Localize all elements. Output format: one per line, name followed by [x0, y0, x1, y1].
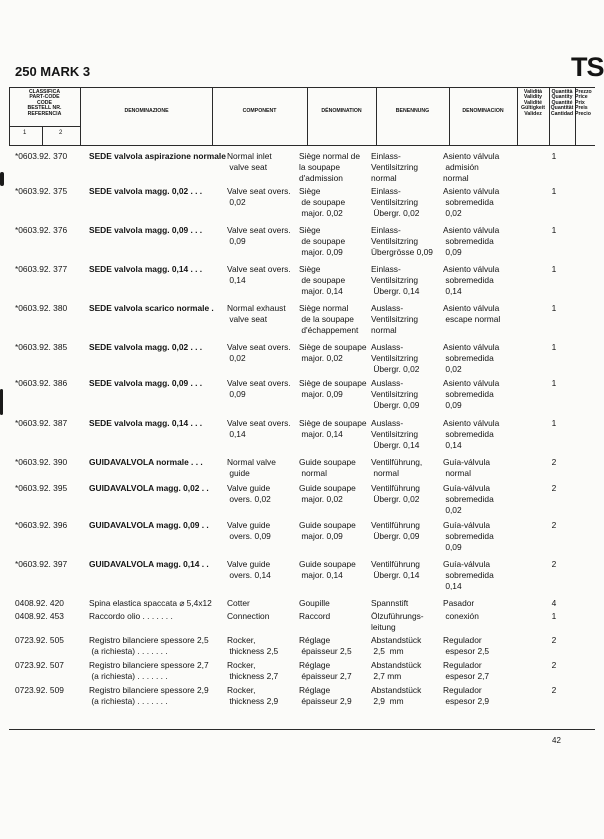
part-code: 0723.92. 507	[15, 660, 64, 670]
english-description: Normal exhaust valve seat	[227, 303, 286, 324]
spanish-description: conexión	[443, 611, 479, 621]
english-description: Valve seat overs. 0,02	[227, 342, 291, 363]
italian-description: GUIDAVALVOLA magg. 0,14 . .	[89, 559, 209, 569]
column-number-2: 2	[59, 130, 63, 136]
italian-description: SEDE valvola scarico normale .	[89, 303, 214, 313]
part-code: *0603.92. 380	[15, 303, 68, 313]
classification-line: CODE	[37, 99, 52, 106]
spanish-description: Guía-válvula sobremedida 0,02	[443, 483, 494, 515]
part-code: *0603.92. 390	[15, 457, 68, 467]
quantity: 1	[551, 303, 557, 313]
corner-section-mark: TS	[571, 52, 604, 82]
quantity: 1	[551, 342, 557, 352]
french-description: Raccord	[299, 611, 331, 621]
italian-description: Registro bilanciere spessore 2,7 (a richiesta) . . . . . . .	[89, 660, 209, 681]
quantity: 2	[551, 635, 557, 645]
english-description: Connection	[227, 611, 270, 621]
german-description: Ventilführung, normal	[371, 457, 423, 478]
part-code: 0408.92. 453	[15, 611, 64, 621]
spanish-description: Asiento válvula sobremedida 0,14	[443, 418, 500, 450]
german-description: Auslass- Ventilsitzring Übergr. 0,09	[371, 378, 420, 410]
part-code: *0603.92. 395	[15, 483, 68, 493]
quantity: 2	[551, 685, 557, 695]
table-bottom-rule	[9, 729, 595, 730]
spanish-description: Guía-válvula normal	[443, 457, 491, 478]
french-description: Siège de soupape major. 0,09	[299, 378, 367, 399]
header-component: COMPONENT	[242, 108, 277, 114]
english-description: Cotter	[227, 598, 250, 608]
price-line: Precio	[575, 110, 591, 117]
french-description: Réglage épaisseur 2,7	[299, 660, 352, 681]
german-description: Auslass- Ventilsitzring Übergr. 0,14	[371, 418, 420, 450]
spanish-description: Asiento válvula sobremedida 0,09	[443, 225, 500, 257]
german-description: Ventilführung Übergr. 0,09	[371, 520, 420, 541]
english-description: Normal inlet valve seat	[227, 151, 272, 172]
italian-description: Spina elastica spaccata ⌀ 5,4x12	[89, 598, 212, 608]
spanish-description: Asiento válvula sobremedida 0,14	[443, 264, 500, 296]
part-code: 0723.92. 509	[15, 685, 64, 695]
validity-line: Gültigkeit	[521, 105, 545, 112]
spanish-description: Asiento válvula admisión normal	[443, 151, 500, 183]
german-description: Abstandstück 2,5 mm	[371, 635, 422, 656]
german-description: Auslass- Ventilsitzring Übergr. 0,02	[371, 342, 420, 374]
header-denomination: DÉNOMINATION	[321, 108, 362, 114]
german-description: Ölzuführungs- leitung	[371, 611, 424, 632]
quantity: 1	[551, 264, 557, 274]
classification-line: PART-CODE	[29, 94, 60, 101]
french-description: Guide soupape major. 0,09	[299, 520, 356, 541]
quantity-line: Quantity	[551, 94, 573, 101]
italian-description: SEDE valvola magg. 0,09 . . .	[89, 225, 203, 235]
quantity: 2	[551, 520, 557, 530]
german-description: Ventilführung Übergr. 0,02	[371, 483, 420, 504]
spanish-description: Asiento válvula sobremedida 0,09	[443, 378, 500, 410]
quantity-line: Quantität	[550, 105, 574, 112]
german-description: Spannstift	[371, 598, 409, 608]
binding-mark	[0, 389, 3, 415]
french-description: Siège de soupape major. 0,09	[299, 225, 346, 257]
quantity: 1	[551, 611, 557, 621]
quantity: 4	[551, 598, 557, 608]
validity-line: Validez	[524, 110, 542, 117]
page-title: 250 MARK 3	[15, 64, 91, 79]
english-description: Valve guide overs. 0,14	[227, 559, 271, 580]
french-description: Siège normal de la soupape d'échappement	[299, 303, 359, 335]
quantity: 1	[551, 225, 557, 235]
price-line: Prix	[575, 99, 585, 106]
quantity-line: Quantità	[551, 89, 573, 95]
french-description: Guide soupape normal	[299, 457, 356, 478]
page-number: 42	[552, 736, 561, 745]
price-line: Preis	[575, 105, 588, 112]
english-description: Rocker, thickness 2,5	[227, 635, 279, 656]
part-code: 0723.92. 505	[15, 635, 64, 645]
french-description: Siège de soupape major. 0,02	[299, 186, 346, 218]
italian-description: Registro bilanciere spessore 2,5 (a richiesta) . . . . . . .	[89, 635, 209, 656]
part-code: 0408.92. 420	[15, 598, 64, 608]
classification-line: BESTELL NR.	[27, 105, 62, 112]
german-description: Einlass- Ventilsitzring normal	[371, 151, 419, 183]
english-description: Valve seat overs. 0,14	[227, 264, 291, 285]
quantity: 1	[551, 378, 557, 388]
part-code: *0603.92. 377	[15, 264, 68, 274]
header-quantity	[549, 90, 575, 117]
part-code: *0603.92. 386	[15, 378, 68, 388]
header-validity	[517, 90, 549, 117]
english-description: Valve seat overs. 0,02	[227, 186, 291, 207]
english-description: Valve seat overs. 0,14	[227, 418, 291, 439]
german-description: Auslass- Ventilsitzring normal	[371, 303, 419, 335]
classification-header	[9, 90, 80, 117]
classification-line: CLASSIFICA	[28, 89, 61, 95]
header-price	[575, 90, 604, 117]
header-denominacion: DENOMINACION	[462, 108, 504, 114]
italian-description: SEDE valvola aspirazione normale	[89, 151, 226, 161]
binding-mark	[0, 172, 4, 186]
part-code: *0603.92. 397	[15, 559, 68, 569]
part-code: *0603.92. 396	[15, 520, 68, 530]
italian-description: SEDE valvola magg. 0,02 . . .	[89, 186, 203, 196]
price-line: Prezzo	[575, 89, 592, 95]
spanish-description: Regulador espesor 2,9	[443, 685, 490, 706]
italian-description: Raccordo olio . . . . . . .	[89, 611, 173, 621]
quantity-line: Cantidad	[550, 110, 574, 117]
french-description: Siège de soupape major. 0,02	[299, 342, 367, 363]
french-description: Guide soupape major. 0,02	[299, 483, 356, 504]
italian-description: SEDE valvola magg. 0,14 . . .	[89, 264, 203, 274]
english-description: Valve guide overs. 0,02	[227, 483, 271, 504]
part-code: *0603.92. 375	[15, 186, 68, 196]
french-description: Guide soupape major. 0,14	[299, 559, 356, 580]
italian-description: SEDE valvola magg. 0,09 . . .	[89, 378, 203, 388]
english-description: Valve seat overs. 0,09	[227, 225, 291, 246]
english-description: Valve seat overs. 0,09	[227, 378, 291, 399]
italian-description: GUIDAVALVOLA magg. 0,02 . .	[89, 483, 209, 493]
part-code: *0603.92. 376	[15, 225, 68, 235]
italian-description: SEDE valvola magg. 0,14 . . .	[89, 418, 203, 428]
quantity: 1	[551, 151, 557, 161]
header-denominazione: DENOMINAZIONE	[124, 108, 169, 114]
french-description: Siège normal de la soupape d'admission	[299, 151, 360, 183]
spanish-description: Regulador espesor 2,5	[443, 635, 490, 656]
german-description: Einlass- Ventilsitzring Übergrösse 0,09	[371, 225, 433, 257]
spanish-description: Guía-válvula sobremedida 0,09	[443, 520, 494, 552]
quantity-line: Quantité	[551, 99, 573, 106]
english-description: Normal valve guide	[227, 457, 276, 478]
spanish-description: Regulador espesor 2,7	[443, 660, 490, 681]
spanish-description: Asiento válvula escape normal	[443, 303, 501, 324]
part-code: *0603.92. 370	[15, 151, 68, 161]
column-number-1: 1	[23, 130, 27, 136]
german-description: Abstandstück 2,7 mm	[371, 660, 422, 681]
french-description: Goupille	[299, 598, 330, 608]
spanish-description: Pasador	[443, 598, 475, 608]
french-description: Siège de soupape major. 0,14	[299, 418, 367, 439]
italian-description: GUIDAVALVOLA normale . . .	[89, 457, 203, 467]
quantity: 1	[551, 186, 557, 196]
classification-line: REFERENCIA	[27, 110, 62, 117]
german-description: Ventilführung Übergr. 0,14	[371, 559, 420, 580]
german-description: Einlass- Ventilsitzring Übergr. 0,14	[371, 264, 420, 296]
spanish-description: Asiento válvula sobremedida 0,02	[443, 342, 500, 374]
italian-description: SEDE valvola magg. 0,02 . . .	[89, 342, 203, 352]
table-header	[9, 87, 595, 146]
spanish-description: Guía-válvula sobremedida 0,14	[443, 559, 494, 591]
part-code: *0603.92. 387	[15, 418, 68, 428]
header-benennung: BENENNUNG	[395, 108, 430, 114]
french-description: Réglage épaisseur 2,9	[299, 685, 352, 706]
english-description: Rocker, thickness 2,7	[227, 660, 279, 681]
validity-line: Validité	[523, 99, 543, 106]
english-description: Valve guide overs. 0,09	[227, 520, 271, 541]
quantity: 2	[551, 457, 557, 467]
italian-description: Registro bilanciere spessore 2,9 (a richiesta) . . . . . . .	[89, 685, 209, 706]
validity-line: Validity	[523, 94, 543, 101]
spanish-description: Asiento válvula sobremedida 0,02	[443, 186, 500, 218]
part-code: *0603.92. 385	[15, 342, 68, 352]
italian-description: GUIDAVALVOLA magg. 0,09 . .	[89, 520, 209, 530]
price-line: Price	[575, 94, 588, 101]
quantity: 2	[551, 483, 557, 493]
quantity: 1	[551, 418, 557, 428]
french-description: Réglage épaisseur 2,5	[299, 635, 352, 656]
quantity: 2	[551, 559, 557, 569]
german-description: Einlass- Ventilsitzring Übergr. 0,02	[371, 186, 420, 218]
french-description: Siège de soupape major. 0,14	[299, 264, 346, 296]
english-description: Rocker, thickness 2,9	[227, 685, 279, 706]
quantity: 2	[551, 660, 557, 670]
german-description: Abstandstück 2,9 mm	[371, 685, 422, 706]
validity-line: Validità	[523, 89, 543, 95]
